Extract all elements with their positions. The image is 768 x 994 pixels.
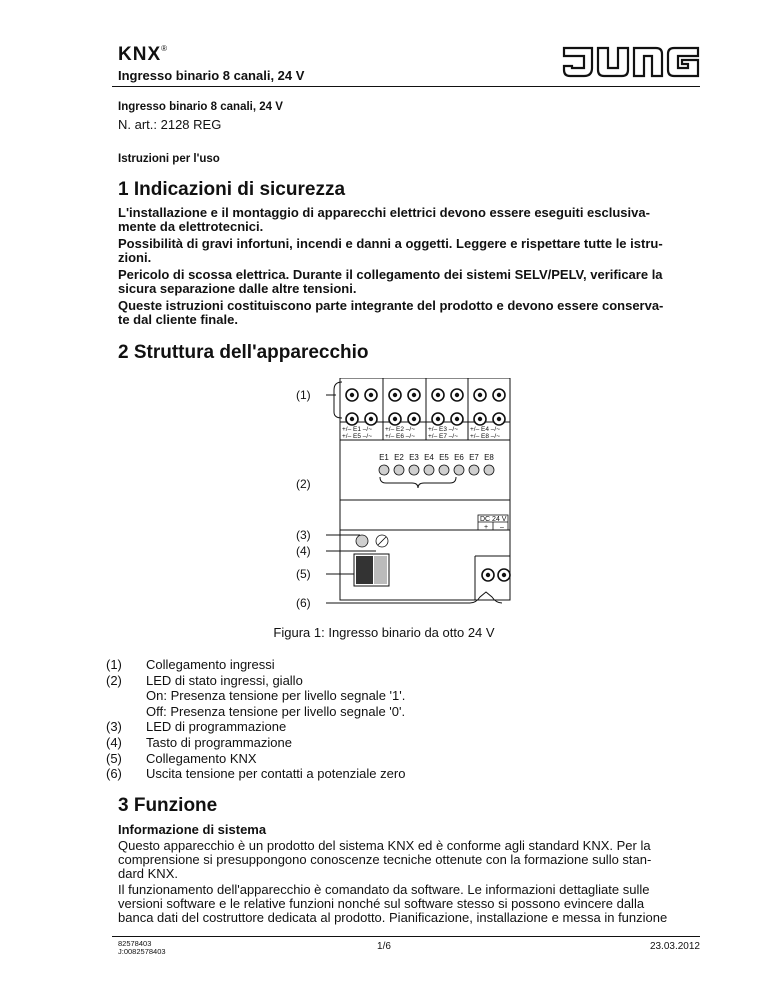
function-paragraph: Il funzionamento dell'apparecchio è comandato da software. Le informazioni dettagliate sulle versioni software e le relative funzioni nonché sul software stesso si possono evincere dalla banca dati del costruttore dedicata al prodotto. Pianificazione, installazione e messa in funzione (118, 882, 668, 925)
terminal-label: +/– E4 –/~ (470, 426, 500, 433)
page-number: 1/6 (377, 941, 391, 952)
callout-1: (1) (296, 388, 311, 402)
callout-6: (6) (296, 596, 311, 610)
safety-paragraph: L'installazione e il montaggio di apparecchi elettrici devono essere eseguiti esclusiva- mente da elettrotecnici. (118, 205, 650, 234)
knx-logo: KNX® (118, 44, 169, 65)
legend-item: (5) Collegamento KNX (106, 750, 257, 766)
figure-legend (106, 657, 405, 782)
legend-item: (6) Uscita tensione per contatti a potenziale zero (106, 766, 406, 782)
led-label: E1 (379, 453, 389, 462)
device-diagram (290, 378, 530, 613)
callout-3: (3) (296, 528, 311, 542)
header-title: Ingresso binario 8 canali, 24 V (118, 68, 305, 83)
terminal-label: +/– E1 –/~ (342, 426, 372, 433)
supply-label: DC 24 V (480, 516, 507, 523)
supply-plus: + (484, 524, 489, 531)
callout-2: (2) (296, 477, 311, 491)
terminal-label: +/– E3 –/~ (428, 426, 458, 433)
terminal-label: +/– E2 –/~ (385, 426, 415, 433)
led-label: E6 (454, 453, 464, 462)
legend-item: (1) Collegamento ingressi (106, 657, 275, 672)
footer-date: 23.03.2012 (649, 941, 700, 952)
footer-divider (112, 936, 700, 937)
section-heading-function: 3 Funzione (118, 795, 218, 816)
safety-paragraph: Possibilità di gravi infortuni, incendi e danni a oggetti. Leggere e rispettare tutte le istru- zioni. (118, 236, 663, 265)
callout-4: (4) (296, 544, 311, 558)
led-label: E5 (439, 453, 449, 462)
section-heading-structure: 2 Struttura dell'apparecchio (118, 342, 369, 363)
led-label: E3 (409, 453, 419, 462)
function-paragraph: Questo apparecchio è un prodotto del sistema KNX ed è conforme agli standard KNX. Per la comprensione si presuppongono conoscenze tecniche ottenute con la formazione sullo stan- dard KNX. (118, 838, 652, 881)
led-label: E8 (484, 453, 494, 462)
terminal-label: +/– E6 –/~ (385, 433, 415, 440)
safety-paragraph: Queste istruzioni costituiscono parte integrante del prodotto e devono essere conserva- te dal cliente finale. (118, 298, 664, 327)
led-label: E2 (394, 453, 404, 462)
legend-item: (2) LED di stato ingressi, giallo (106, 672, 303, 688)
led-label: E7 (469, 453, 479, 462)
article-number: N. art.: 2128 REG (118, 117, 222, 132)
legend-item: (3) LED di programmazione (106, 719, 287, 735)
product-name: Ingresso binario 8 canali, 24 V (118, 101, 283, 113)
legend-subitem: Off: Presenza tensione per livello segnale '0'. (146, 703, 406, 719)
status-leds (379, 465, 494, 475)
section-heading-safety: 1 Indicazioni di sicurezza (118, 179, 346, 200)
subheading-system-info: Informazione di sistema (118, 822, 267, 837)
manual-title: Istruzioni per l'uso (118, 153, 220, 165)
safety-paragraph: Pericolo di scossa elettrica. Durante il collegamento dei sistemi SELV/PELV, verificare la sicura separazione dalle altre tensioni. (118, 267, 663, 296)
legend-item: (4) Tasto di programmazione (106, 734, 292, 750)
terminal-label: +/– E8 –/~ (470, 433, 500, 440)
callout-5: (5) (296, 567, 311, 581)
terminal-label: +/– E7 –/~ (428, 433, 458, 440)
jung-logo (562, 46, 700, 78)
terminal-label: +/– E5 –/~ (342, 433, 372, 440)
supply-minus: – (500, 524, 504, 531)
programming-led (356, 535, 368, 547)
footer-codes: 82578403 J:0082578403 (118, 939, 166, 956)
figure-caption: Figura 1: Ingresso binario da otto 24 V (273, 625, 495, 640)
header-divider (112, 86, 700, 87)
led-label: E4 (424, 453, 434, 462)
legend-subitem: On: Presenza tensione per livello segnale '1'. (146, 688, 406, 704)
